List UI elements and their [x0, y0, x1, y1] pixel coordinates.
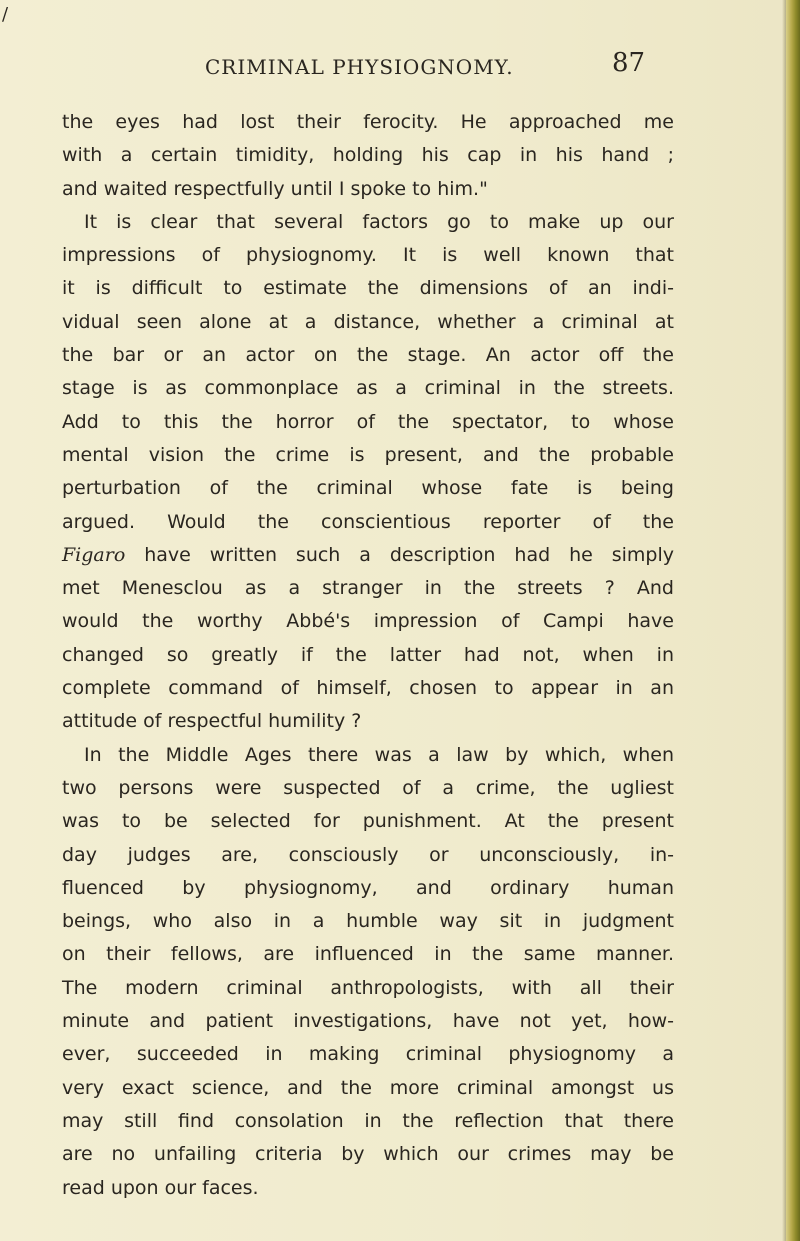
text-line: complete command of himself, chosen to appear in an [62, 677, 674, 700]
page-number: 87 [612, 48, 646, 78]
paragraph-start-line: In the Middle Ages there was a law by which, when [84, 743, 674, 766]
text-line: read upon our faces. [62, 1176, 259, 1199]
text-line: the eyes had lost their ferocity. He approached me [62, 111, 674, 133]
text-line: with a certain timidity, holding his cap in his hand ; [62, 144, 674, 167]
text-line: was to be selected for punishment. At the present [62, 810, 674, 833]
text-line: minute and patient investigations, have not yet, how- [62, 1010, 674, 1033]
text-span: have written such a description had he simply [144, 543, 674, 566]
text-line: may still find consolation in the reflection that there [62, 1109, 674, 1132]
text-line [62, 539, 674, 572]
text-line: and waited respectfully until I spoke to him." [62, 177, 488, 200]
text-line: impressions of physiognomy. It is well known that [62, 244, 674, 267]
paragraph-start-line: It is clear that several factors go to make up our [84, 210, 674, 233]
text-line: the bar or an actor on the stage. An actor off the [62, 344, 674, 367]
text-line: The modern criminal anthropologists, with all their [62, 976, 674, 999]
text-line: argued. Would the conscientious reporter of the [62, 510, 674, 533]
text-line: on their fellows, are influenced in the same manner. [62, 943, 674, 966]
text-line: changed so greatly if the latter had not, when in [62, 643, 674, 666]
text-line: would the worthy Abbé's impression of Campi have [62, 610, 674, 633]
running-header: CRIMINAL PHYSIOGNOMY. [205, 55, 514, 79]
text-line: are no unfailing criteria by which our crimes may be [62, 1143, 674, 1166]
text-line: Add to this the horror of the spectator, to whose [62, 410, 674, 433]
text-line: it is difficult to estimate the dimensions of an indi- [62, 277, 674, 300]
text-line: perturbation of the criminal whose fate is being [62, 477, 674, 500]
corner-mark: / [2, 4, 9, 25]
text-line: met Menesclou as a stranger in the streets ? And [62, 577, 674, 600]
italic-title: Figaro [62, 543, 126, 566]
text-line: very exact science, and the more criminal amongst us [62, 1076, 674, 1099]
text-line: two persons were suspected of a crime, the ugliest [62, 776, 674, 799]
text-line: ever, succeeded in making criminal physiognomy a [62, 1043, 674, 1066]
page-edge [786, 0, 800, 1241]
text-line: day judges are, consciously or unconsciously, in- [62, 843, 674, 866]
text-line: attitude of respectful humility ? [62, 710, 362, 733]
text-line: beings, who also in a humble way sit in judgment [62, 910, 674, 933]
text-line: fluenced by physiognomy, and ordinary human [62, 876, 674, 899]
body-text [62, 106, 674, 1205]
text-line: stage is as commonplace as a criminal in the streets. [62, 377, 674, 400]
text-line: vidual seen alone at a distance, whether a criminal at [62, 310, 674, 333]
text-line: mental vision the crime is present, and the probable [62, 443, 674, 466]
